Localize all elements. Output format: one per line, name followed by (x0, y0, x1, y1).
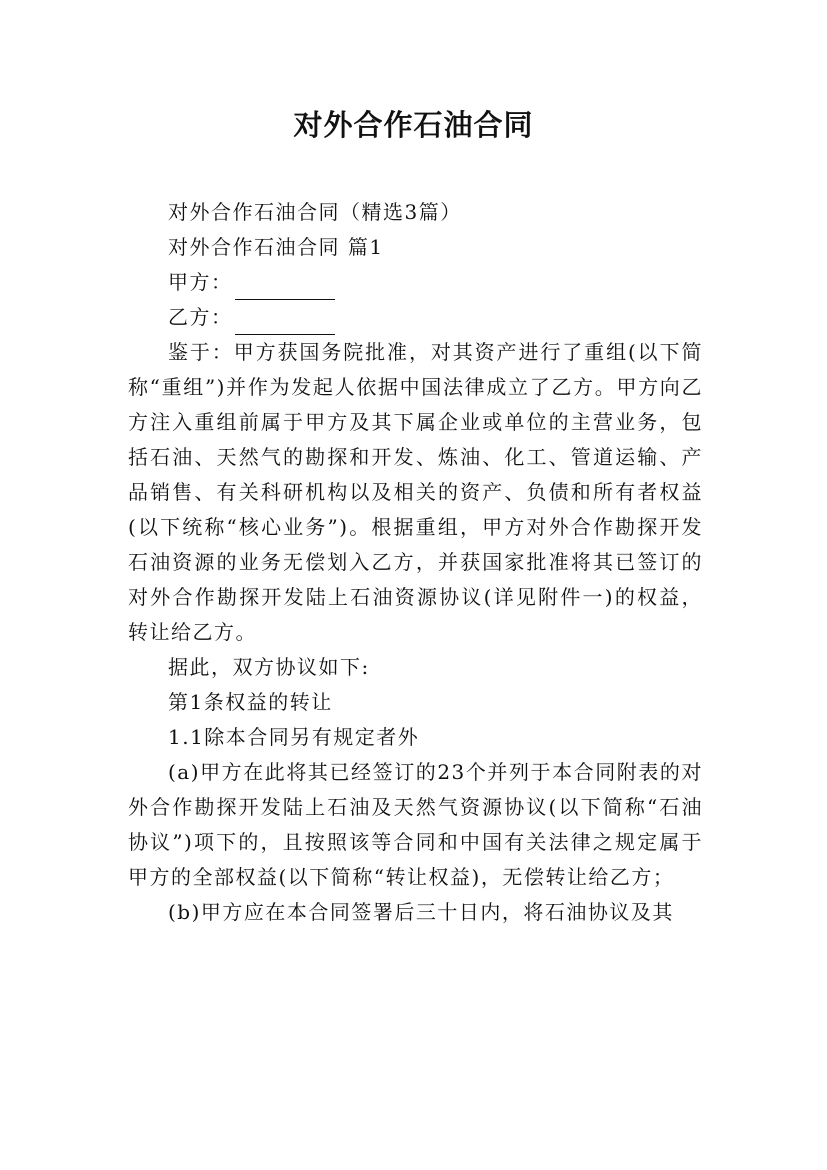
subtitle-paragraph: 对外合作石油合同（精选3篇） (168, 200, 462, 224)
party-a-label: 甲方： (168, 270, 233, 294)
document-title: 对外合作石油合同 (293, 108, 534, 142)
agreement-paragraph: 据此，双方协议如下: (168, 655, 370, 679)
clause-b-paragraph: (b)甲方应在本合同签署后三十日内，将石油协议及其 (168, 900, 674, 924)
recital-paragraph: 鉴于：甲方获国务院批准，对其资产进行了重组(以下简称“重组”)并作为发起人依据中国法律成立了乙方。甲方向乙方注入重组前属于甲方及其下属企业或单位的主营业务，包括石油、天然气的勘探和开发、炼油、化工、管道运输、产品销售、有关科研机构以及相关的资产、负债和所有者权益(以下统称“核心业务”)。根据重组，甲方对外合作勘探开发石油资源的业务无偿划入乙方，并获国家批准将其已签订的对外合作勘探开发陆上石油资源协议(详见附件一)的权益，转让给乙方。 (128, 340, 703, 644)
party-a-blank (235, 277, 335, 300)
party-b-blank (235, 312, 335, 335)
party-a-line (128, 265, 703, 300)
clause-a-paragraph: (a)甲方在此将其已经签订的23个并列于本合同附表的对外合作勘探开发陆上石油及天然气资源协议(以下简称“石油协议”)项下的，且按照该等合同和中国有关法律之规定属于甲方的全部权益(以下简称“转让权益)，无偿转让给乙方； (128, 760, 703, 889)
section-heading: 对外合作石油合同 篇1 (168, 235, 384, 259)
party-b-line (128, 300, 703, 335)
party-b-label: 乙方： (168, 305, 233, 329)
document-body (128, 195, 703, 930)
article-heading: 第1条权益的转让 (168, 690, 333, 714)
clause-heading: 1.1除本合同另有规定者外 (168, 725, 420, 749)
